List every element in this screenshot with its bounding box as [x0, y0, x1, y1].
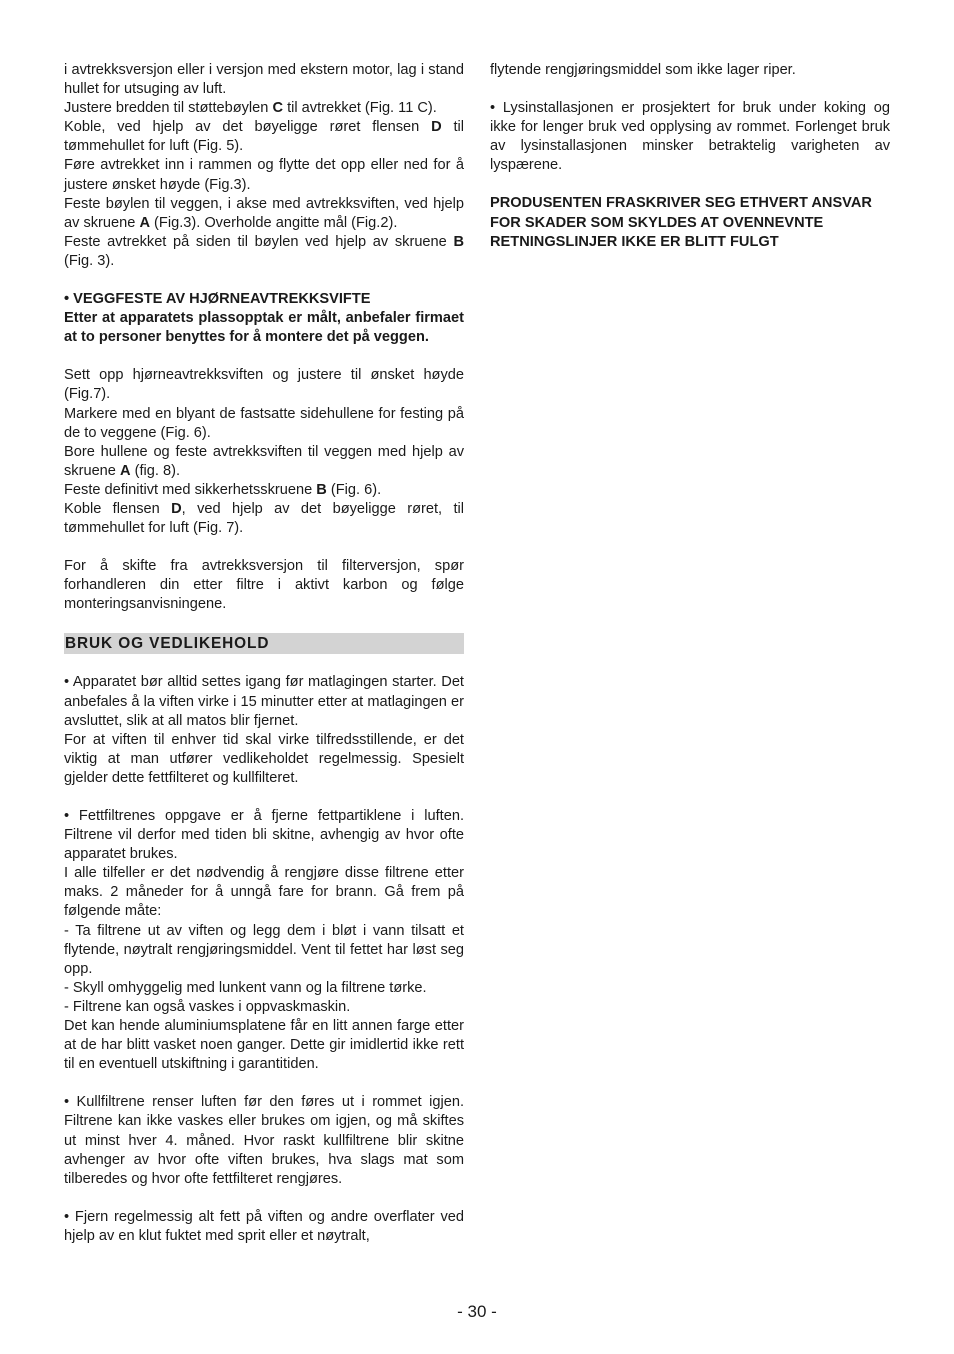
spacer	[64, 538, 464, 557]
cleaning-paragraph-continued: flytende rengjøringsmiddel som ikke lager riper.	[490, 62, 796, 78]
corner-line: Markere med en blyant de fastsatte sidehullene for festing på de to veggene (Fig. 6).	[64, 405, 464, 441]
left-column	[64, 61, 464, 1246]
install-line: Feste bøylen til veggen, i akse med avtrekksviften, ved hjelp av skruene A (Fig.3). Overholde angitte mål (Fig.2).	[64, 195, 464, 231]
grease-filter-section	[64, 807, 464, 1074]
corner-mount-heading: • VEGGFESTE AV HJØRNEAVTREKKSVIFTE	[64, 291, 371, 308]
install-line: Føre avtrekket inn i rammen og flytte det opp eller ned for å justere ønsket høyde (Fig.3).	[64, 157, 464, 193]
install-line: Feste avtrekket på siden til bøylen ved hjelp av skruene B (Fig. 3).	[64, 233, 464, 269]
spacer	[64, 271, 464, 290]
spacer	[64, 347, 464, 366]
grease-paragraph: - Skyll omhyggelig med lunkent vann og la filtrene tørke.	[64, 979, 427, 996]
disclaimer: PRODUSENTEN FRASKRIVER SEG ETHVERT ANSVAR FOR SKADER SOM SKYLDES AT OVENNEVNTE RETNINGSLINJER IKKE ER BLITT FULGT	[490, 195, 872, 250]
grease-paragraph: I alle tilfeller er det nødvendig å rengjøre disse filtrene etter maks. 2 måneder for å unngå fare for brann. Gå frem på følgende måte:	[64, 865, 464, 920]
spacer	[490, 175, 890, 194]
spacer	[64, 614, 464, 633]
cleaning-paragraph: • Fjern regelmessig alt fett på viften og andre overflater ved hjelp av en klut fuktet med sprit eller et nøytralt,	[64, 1208, 464, 1244]
usage-section	[64, 673, 464, 788]
spacer	[64, 654, 464, 673]
carbon-filter-paragraph: • Kullfiltrene renser luften før den føres ut i rommet igjen. Filtrene kan ikke vaskes eller brukes om igjen, og må skiftes ut minst hver 4. måned. Hvor raskt kullfiltrene blir skitne avhenger av hvor ofte viften brukes, hva slags mat som tilberedes og hvor ofte fettfilteret rengjøres.	[64, 1094, 464, 1187]
corner-line: Koble flensen D, ved hjelp av det bøyeligge røret, til tømmehullet for luft (Fig. 7).	[64, 500, 464, 537]
right-column	[490, 61, 890, 252]
usage-paragraph: • Apparatet bør alltid settes igang før matlagingen starter. Det anbefales å la viften virke i 15 minutter etter at matlagingen er avsluttet, slik at all matos blir fjernet.	[64, 674, 464, 729]
install-line: Justere bredden til støttebøylen C til avtrekket (Fig. 11 C).	[64, 100, 437, 117]
corner-mount-instructions	[64, 366, 464, 538]
section-heading: BRUK OG VEDLIKEHOLD	[64, 633, 464, 654]
spacer	[490, 80, 890, 99]
grease-paragraph: - Ta filtrene ut av viften og legg dem i bløt i vann tilsatt et flytende, nøytralt rengjøringsmiddel. Vent til fettet har løst seg opp.	[64, 922, 464, 977]
spacer	[64, 788, 464, 807]
light-paragraph: • Lysinstallasjonen er prosjektert for bruk under koking og ikke for lenger bruk ved opplysing av rommet. Forlenget bruk av lysinstallasjonen minsker betraktelig varigheten av lyspærene.	[490, 100, 890, 174]
page-number: - 30 -	[457, 1302, 497, 1321]
grease-paragraph: - Filtrene kan også vaskes i oppvaskmaskin.	[64, 998, 351, 1015]
usage-paragraph: For at viften til enhver tid skal virke tilfredsstillende, er det viktig at man utfører vedlikeholdet regelmessig. Spesielt gjelder dette fettfilteret og kullfilteret.	[64, 731, 464, 786]
corner-line: Sett opp hjørneavtrekksviften og justere til ønsket høyde (Fig.7).	[64, 367, 464, 403]
corner-line: Feste definitivt med sikkerhetsskruene B (Fig. 6).	[64, 481, 382, 498]
spacer	[64, 1074, 464, 1093]
install-instructions	[64, 61, 464, 271]
corner-line: Bore hullene og feste avtrekksviften til veggen med hjelp av skruene A (fig. 8).	[64, 443, 464, 479]
filter-version-note: For å skifte fra avtrekksversjon til filterversjon, spør forhandleren din etter filtre i aktivt karbon og følge monteringsanvisningene.	[64, 558, 464, 613]
grease-paragraph: • Fettfiltrenes oppgave er å fjerne fettpartiklene i luften. Filtrene vil derfor med tiden bli skitne, avhengig av hvor ofte apparatet brukes.	[64, 808, 464, 863]
install-line: i avtrekksversjon eller i versjon med ekstern motor, lag i stand hullet for utsuging av luft.	[64, 62, 464, 98]
install-line: Koble, ved hjelp av det bøyeligge røret flensen D til tømmehullet for luft (Fig. 5).	[64, 119, 464, 155]
corner-mount-warning: Etter at apparatets plassopptak er målt, anbefaler firmaet at to personer benyttes for å montere det på veggen.	[64, 310, 464, 346]
grease-paragraph: Det kan hende aluminiumsplatene får en litt annen farge etter at de har blitt vasket noen ganger. Dette gir imidlertid ikke rett til en eventuell utskiftning i garantitiden.	[64, 1018, 464, 1073]
spacer	[64, 1189, 464, 1208]
